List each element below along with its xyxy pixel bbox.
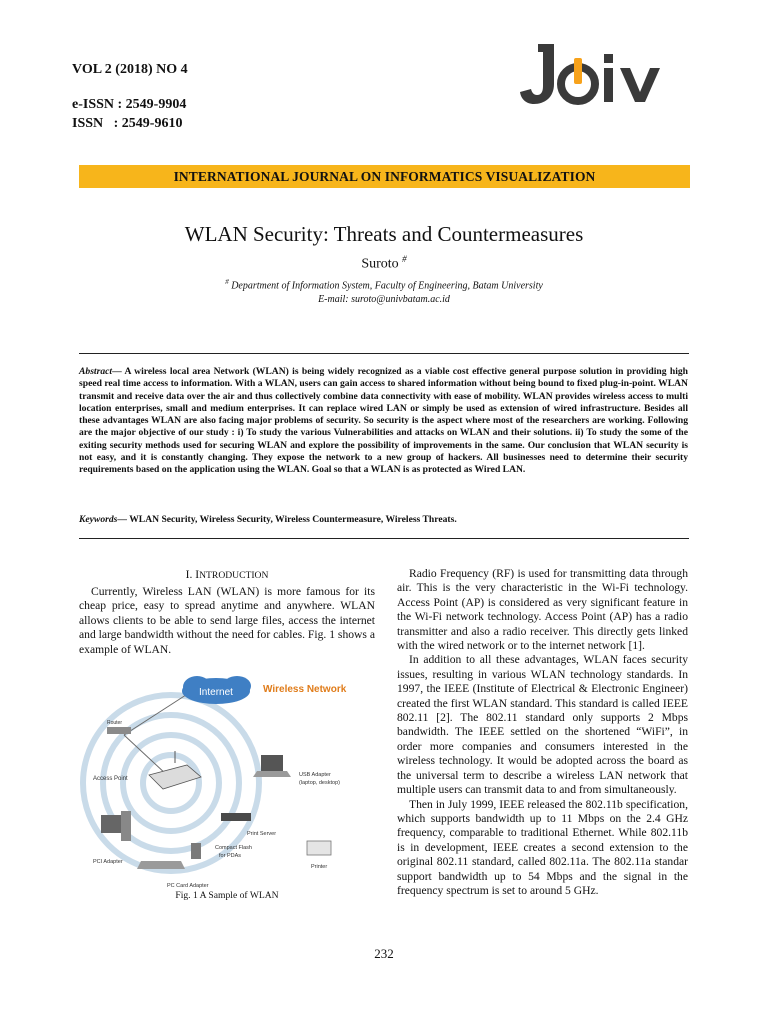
- paper-title: WLAN Security: Threats and Countermeasures: [184, 222, 584, 246]
- printer-label: Printer: [311, 864, 328, 870]
- desktop-icon: [101, 811, 131, 841]
- figure-caption: Fig. 1 A Sample of WLAN: [175, 890, 279, 901]
- section-first-letter: I: [195, 568, 200, 581]
- affiliation-text: Department of Information System, Faculty of Engineering, Batam University: [231, 280, 543, 292]
- keywords: [79, 514, 688, 525]
- page-number: 232: [374, 946, 394, 961]
- volume-label: VOL 2 (2018) NO 4: [72, 62, 188, 77]
- wlan-figure: [79, 665, 375, 891]
- section-rest: NTRODUCTION: [199, 570, 269, 581]
- usb-adapter-label-2: (laptop, desktop): [299, 780, 340, 786]
- abstract-dash: —: [112, 366, 125, 377]
- printer-icon: [307, 841, 331, 855]
- eissn-label: e-ISSN : 2549-9904: [72, 97, 187, 112]
- usb-adapter-label-1: USB Adapter: [299, 772, 331, 778]
- left-column: [79, 585, 375, 657]
- router-label: Router: [107, 720, 123, 726]
- pci-adapter-label: PCI Adapter: [93, 859, 123, 865]
- abstract: [79, 366, 688, 477]
- print-server-label: Print Server: [247, 831, 277, 837]
- paper-author: [0, 254, 768, 273]
- journal-banner: INTERNATIONAL JOURNAL ON INFORMATICS VISUALIZATION: [79, 165, 690, 188]
- internet-label: Internet: [199, 687, 233, 698]
- print-server-icon: [221, 813, 251, 821]
- wireless-network-label: Wireless Network: [263, 684, 347, 695]
- abstract-bottom-rule: [79, 538, 689, 539]
- affiliation: [0, 278, 768, 291]
- access-point-label: Access Point: [93, 776, 128, 782]
- pc-card-adapter-label: PC Card Adapter: [167, 883, 209, 889]
- right-column: [397, 567, 688, 898]
- joiv-logo: [520, 40, 680, 106]
- paragraph: Then in July 1999, IEEE released the 802.11b specification, which supports bandwidth up to 11 Mbps on the 2.4 GHz frequency, comparable to traditional Ethernet. While 802.11b is in development, IEEE creates a second extension to the original 802.11 standard, called 802.11a. The 802.11a standar support bandwidth up to 54 Mbps and the signal in the frequency spectrum is set to around 5 GHz.: [397, 797, 688, 897]
- affiliation-mark: #: [225, 278, 229, 286]
- paragraph: Currently, Wireless LAN (WLAN) is more famous for its cheap price, easy to spread anytime and anywhere. WLAN allows clients to be able to send large files, access the internet and large bandwidth without the need for cables. Fig. 1 shows a example of WLAN.: [79, 585, 375, 656]
- issn-label: ISSN : 2549-9610: [72, 116, 183, 131]
- author-email: E-mail: suroto@univbatam.ac.id: [318, 294, 450, 305]
- router-icon: [107, 727, 131, 734]
- paragraph: In addition to all these advantages, WLAN faces security issues, resulting in various WLAN technology standards. In 1997, the IEEE (Institute of Electrical & Electronic Engineer) created the first WLAN standard. This standard is called IEEE 802.11 [2]. The 802.11 standard only supports 2 Mbps bandwidth. The IEEE settled on the shortened “WiFi”, in order more companies and consumers interested in the wireless technology. It would be adopted across the board as the universal term to describe a wireless LAN network that multiple users can transmit data to and from simultaneously.: [397, 653, 688, 797]
- section-number: I.: [185, 568, 196, 581]
- pc-card-laptop-icon: [137, 861, 185, 869]
- section-heading-introduction: [79, 568, 375, 581]
- abstract-text: A wireless local area Network (WLAN) is being widely recognized as a viable cost effective general purpose solution in providing high speed real time access to information. With a WLAN, users can gain access to shared information without being bound to fixed plug-in-point. WLAN transmit and receive data over the air and thus collectively combine data connectivity with ease of mobility. WLAN provides wireless access to multi location enterprises, small and medium enterprises. It can replace wired LAN or simply be used as extension of wired infrastructure. Besides all these advantages WLAN are also facing major problems of security. So security is the aspect where most of the researchers are working. Following are the major objective of our study : i) To study the various Vulnerabilities and attacks on WLAN and their solutions. ii) To study the some of the exiting security methods used for securing WLAN and explore the possibility of improvements in the same. Our conclusion that WLAN security is not easy, and it is constantly changing. They expose the network to a new group of hackers. All businesses need to determine their security requirements based on the application using the WLAN. Goal so that a WLAN is as protected as Wired LAN.: [79, 366, 688, 476]
- compact-flash-label-1: Compact Flash: [215, 845, 252, 851]
- pda-icon: [191, 843, 201, 859]
- keywords-text: WLAN Security, Wireless Security, Wireless Countermeasure, Wireless Threats.: [129, 514, 457, 525]
- paragraph: Radio Frequency (RF) is used for transmitting data through air. This is the very characteristic in the Wi-Fi technology. Access Point (AP) is considered as very significant feature in the Wi-Fi network technology. Access Point (AP) has a radio transmitter and also a radio receiver. This directly gets linked with the wired network or to the internet network [1].: [397, 567, 688, 653]
- compact-flash-label-2: for PDAs: [219, 853, 242, 859]
- abstract-top-rule: [79, 353, 689, 354]
- author-name: Suroto: [361, 256, 399, 272]
- keywords-dash: —: [117, 514, 130, 525]
- author-mark: #: [402, 254, 407, 264]
- keywords-label: Keywords: [79, 514, 118, 525]
- abstract-label: Abstract: [79, 366, 113, 377]
